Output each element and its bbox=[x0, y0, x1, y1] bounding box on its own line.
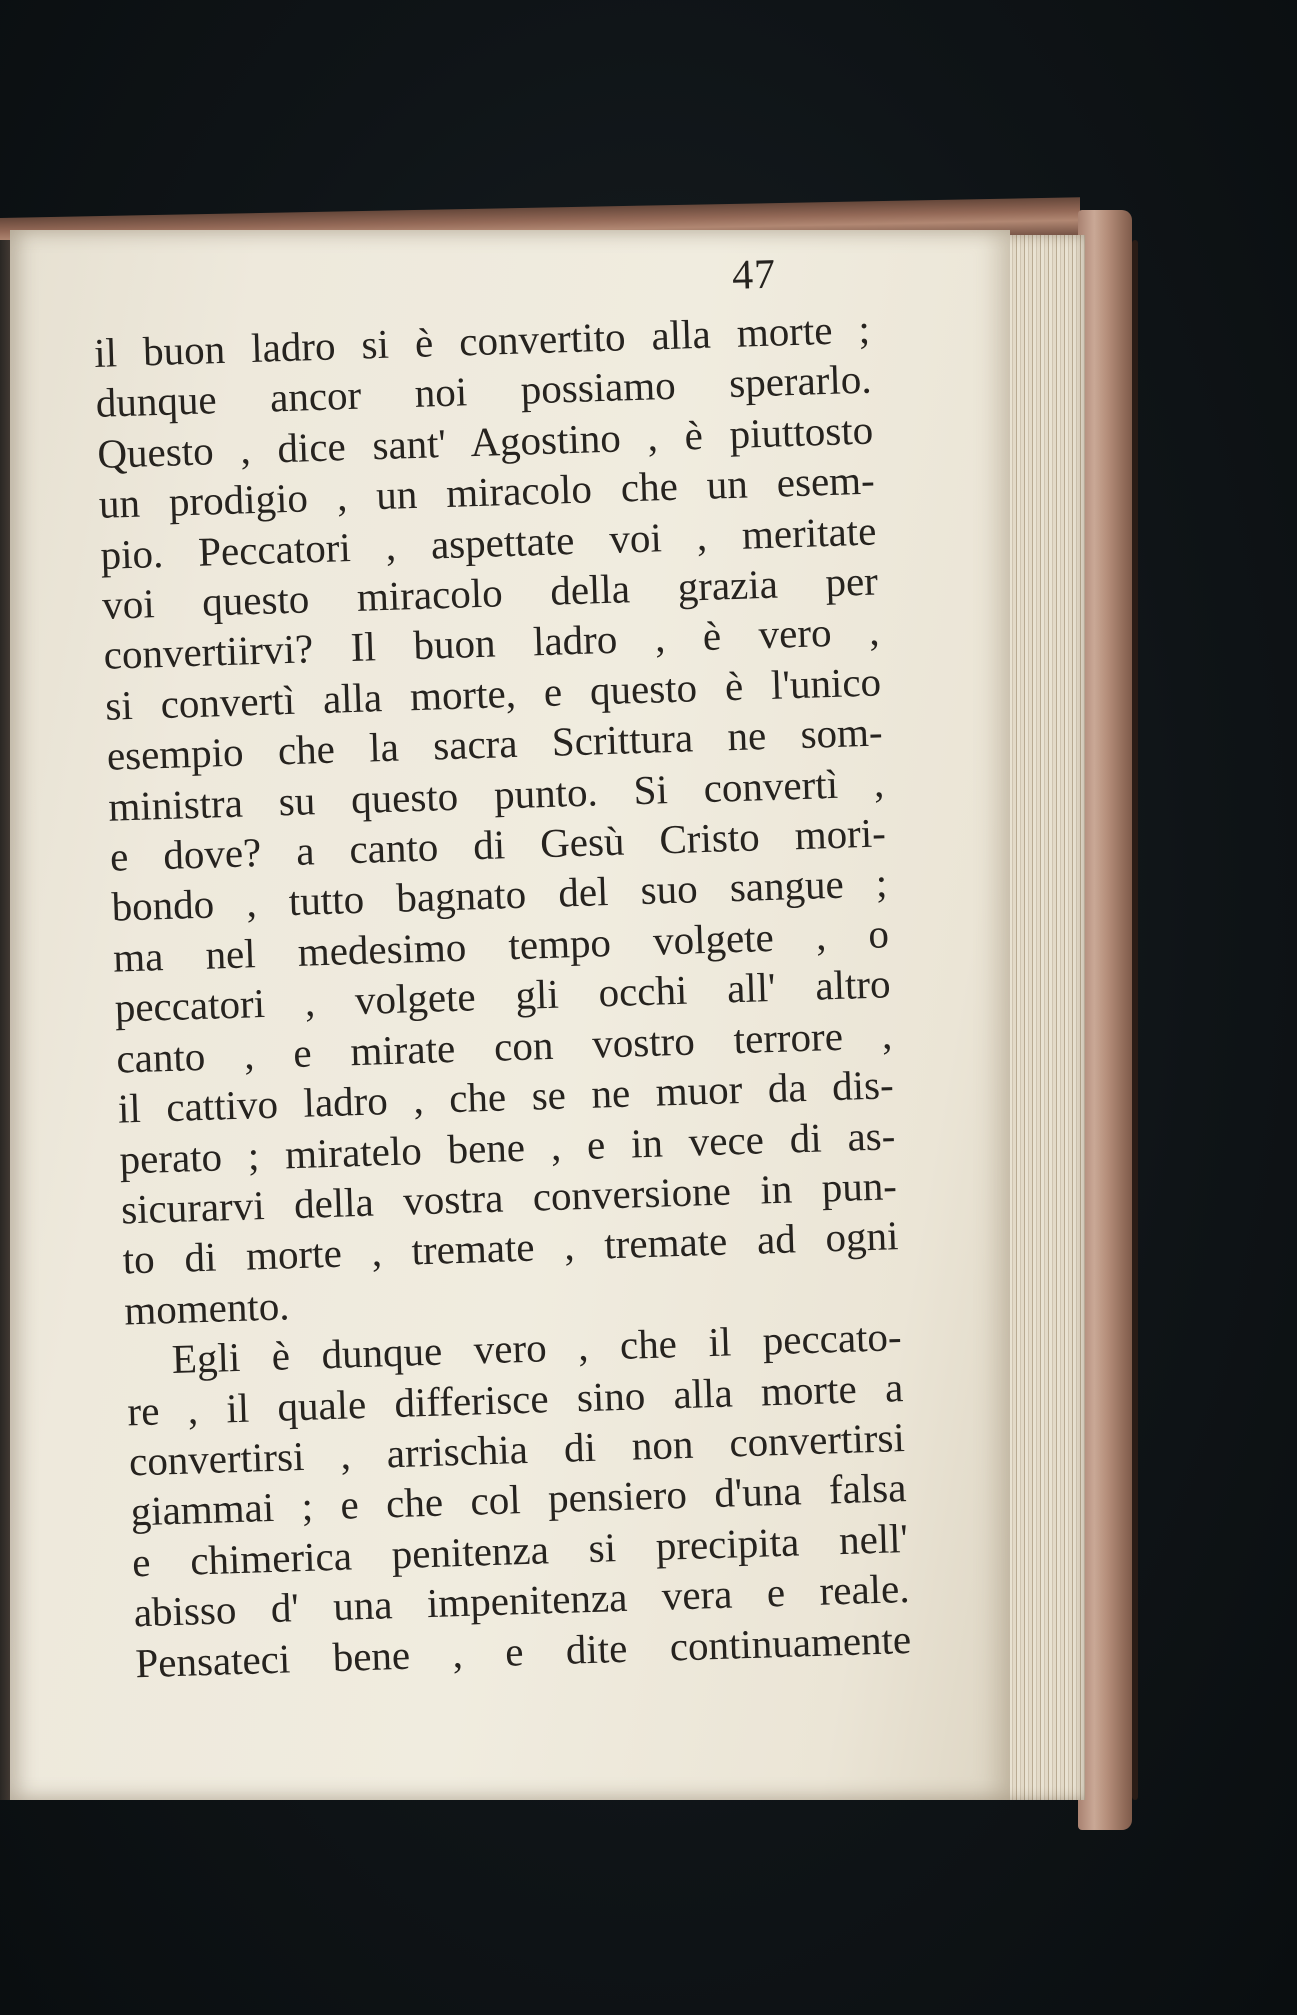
page-number: 47 bbox=[731, 251, 777, 299]
text-line: voi questo miracolo della grazia per bbox=[101, 557, 879, 628]
text-line: abisso d' una impenitenza vera e reale. bbox=[133, 1565, 911, 1636]
text-line: ministra su questo punto. Si convertì , bbox=[107, 759, 885, 830]
text-line: esempio che la sacra Scrittura ne som- bbox=[106, 708, 884, 780]
text-line: bondo , tutto bagnato del suo sangue ; bbox=[110, 859, 888, 931]
text-line: sicurarvi della vostra conversione in pun- bbox=[120, 1162, 898, 1233]
text-line: dunque ancor noi possiamo sperarlo. bbox=[95, 355, 873, 427]
text-lines bbox=[93, 304, 911, 1689]
text-line: momento. bbox=[123, 1282, 291, 1334]
text-line: convertiirvi? Il buon ladro , è vero , bbox=[103, 607, 881, 679]
text-line: pio. Peccatori , aspettate voi , meritate bbox=[99, 507, 877, 578]
text-line: canto , e mirate con vostro terrore , bbox=[115, 1010, 893, 1082]
text-line: ma nel medesimo tempo volgete , o bbox=[112, 910, 890, 981]
text-line: to di morte , tremate , tremate ad ogni bbox=[122, 1212, 900, 1283]
right-cover-edge bbox=[1078, 210, 1132, 1830]
text-line: e chimerica penitenza si precipita nell' bbox=[131, 1514, 909, 1586]
text-line: un prodigio , un miracolo che un esem- bbox=[98, 456, 876, 528]
text-line: convertirsi , arrischia di non convertirsi bbox=[128, 1413, 906, 1485]
text-line: Questo , dice sant' Agostino , è piuttosto bbox=[96, 406, 874, 477]
text-line: e dove? a canto di Gesù Cristo mori- bbox=[109, 809, 887, 880]
text-line: Egli è dunque vero , che il peccato- bbox=[171, 1313, 903, 1383]
text-line: il buon ladro si è convertito alla morte ; bbox=[93, 305, 871, 376]
text-line: Pensateci bene , e dite continuamente bbox=[134, 1615, 912, 1686]
text-line: giammai ; e che col pensiero d'una falsa bbox=[129, 1464, 907, 1535]
text-line: peccatori , volgete gli occhi all' altro bbox=[114, 960, 892, 1031]
text-line: perato ; miratelo bene , e in vece di as- bbox=[118, 1111, 896, 1183]
text-line: il cattivo ladro , che se ne muor da dis- bbox=[117, 1061, 895, 1132]
text-line: si convertì alla morte, e questo è l'unico bbox=[104, 658, 882, 729]
text-line: re , il quale differisce sino alla morte a bbox=[126, 1363, 904, 1434]
